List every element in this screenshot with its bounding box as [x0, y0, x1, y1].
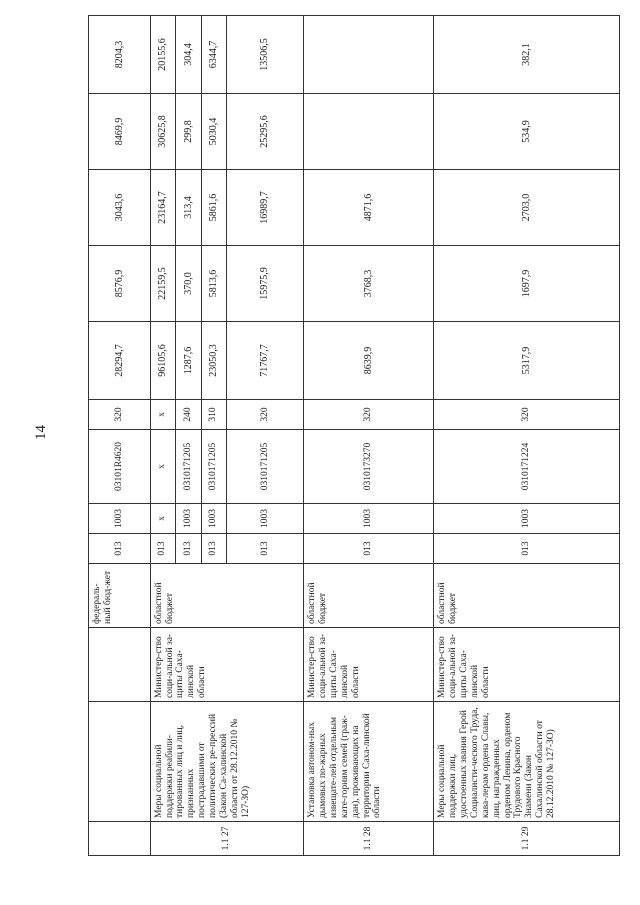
table-row: 013 1003 0310171205 310 23050,3 5813,6 5861,6 5030,4 6344,7 — [201, 16, 227, 856]
row-executor: Министер-ство соци-альной за-щиты Саха-линской области — [150, 628, 303, 702]
row-budget: областной бюджет — [303, 564, 433, 628]
table-row: 1.1 27 Меры социальной поддержки реабили-тированных лиц и лиц, признанных пострадавшими от политических ре-прессий (Закон Са-халинской области от 28.12.2010 № 127-ЗО) Министер-ство соци-альной за-щиты Саха-линской области областной бюджет 013 x x x 96105,6 22159,5 23164,7 30625,8 20155,6 — [150, 16, 176, 856]
table-row: 013 1003 0310171205 320 71767,7 15975,9 16989,7 25295,6 13506,5 — [227, 16, 304, 856]
row-executor: Министер-ство соци-альной за-щиты Саха-линской области — [434, 628, 620, 702]
row-number: 1.1 29 — [434, 822, 620, 856]
row-measure: Меры социальной поддержки лиц, удостоенных звания Герой Социалисти-ческого Труда, кава-лерам ордена Славы, лиц, награжденных орденом Ленина, орденом Трудового Красного Знамени (Закон Сахалинской области от 28.12.2010 № 127-ЗО) — [434, 702, 620, 822]
table-row: 1.1 28 Установка автоном-ных дымовых по-жарных извещате-лей отдельным кате-гориям семей (граж-дан), проживающих на территории Саха-линской области Министер-ство соци-альной за-щиты Саха-линской области областной бюджет 013 1003 0310173270 320 8639,9 3768,3 4871,6 — [303, 16, 433, 856]
page-number: 14 — [33, 425, 49, 440]
budget-table — [88, 15, 620, 856]
row-measure: Установка автоном-ных дымовых по-жарных извещате-лей отдельным кате-гориям семей (граж-дан), проживающих на территории Саха-линской области — [303, 702, 433, 822]
row-measure: Меры социальной поддержки реабили-тированных лиц и лиц, признанных пострадавшими от политических ре-прессий (Закон Са-халинской области от 28.12.2010 № 127-ЗО) — [150, 702, 303, 822]
row-number: 1.1 27 — [150, 822, 303, 856]
row-budget: областной бюджет — [434, 564, 620, 628]
table-row: 013 1003 0310171205 240 1287,6 370,0 313,4 299,8 304,4 — [176, 16, 202, 856]
row-number: 1.1 28 — [303, 822, 433, 856]
row-budget: областной бюджет — [150, 564, 303, 628]
header-budget: федераль-ный бюд-жет — [89, 564, 151, 628]
table-row: 1.1 29 Меры социальной поддержки лиц, удостоенных звания Герой Социалисти-ческого Труда, кава-лерам ордена Славы, лиц, награжденных орденом Ленина, орденом Трудового Красного Знамени (Закон Сахалинской области от 28.12.2010 № 127-ЗО) Министер-ство соци-альной за-щиты Саха-линской области областной бюджет 013 1003 0310171224 320 5317,9 1697,9 2703,0 534,9 382,1 — [434, 16, 620, 856]
header-row: федераль-ный бюд-жет 013 1003 03101R4620 320 28294,7 8576,9 3043,6 8469,9 8204,3 — [89, 16, 151, 856]
budget-table-sheet — [88, 16, 620, 856]
row-executor: Министер-ство соци-альной за-щиты Саха-линской области — [303, 628, 433, 702]
